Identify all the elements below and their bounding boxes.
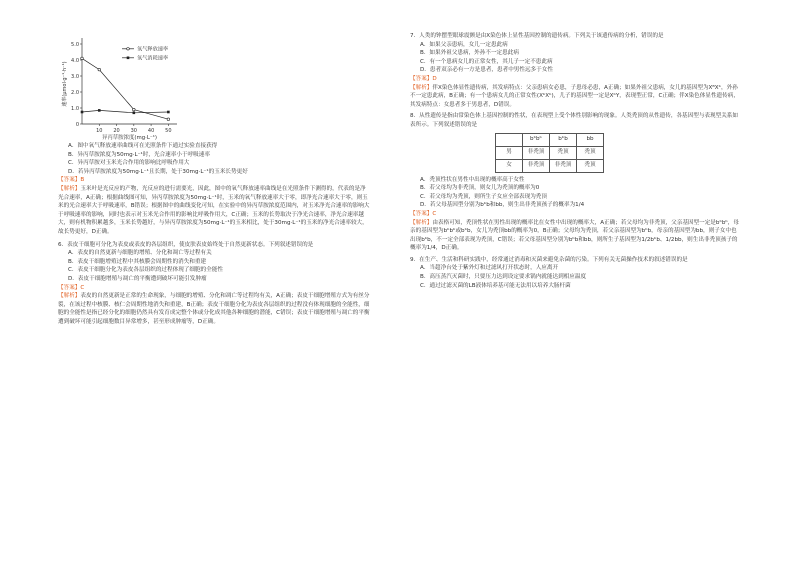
q7-stem: 7．人类的钟摆型眼球震颤是由X染色体上显性基因控制的遗传病。下列关于该遗传病的分析，错误的是 [410, 33, 664, 39]
data-point [98, 109, 101, 112]
table-row [496, 159, 604, 172]
table-cell: 男 [496, 146, 523, 159]
q5-explanation-text: 玉米叶是光反应的产物，光反应的进行需要光，因此，图中的氧气释放速率曲线是在光照条件下测得的，代表的是净光合速率，A正确；根据曲线图可知，异丙草胺浓度为50mg·L⁻¹时，玉米的氧气释放速率大于零，即净光合速率大于零，则玉米的光合速率大于呼吸速率，B错误；根据图中的曲线变化可知，在实验中的异丙草胺浓度范围内，对玉米净光合速率的影响大于呼吸速率的影响，同时也表示对玉米光合作用的影响比呼吸作用大，C正确；玉米的长势取决于净光合速率，净光合速率越大，则有机物积累越多，玉米长势越好，与异丙草胺浓度为50mg·L⁻¹的玉米相比，处于30mg·L⁻¹的玉米的净光合速率较大，故长势更好，D正确。 [58, 185, 370, 235]
table-cell: 秃顶 [550, 146, 577, 159]
q6-option: C．表皮干细胞分化为表皮各层组织的过程体现了细胞的全能性 [68, 267, 223, 274]
table-cell: 女 [496, 159, 523, 172]
table-cell: 非秃顶 [550, 159, 577, 172]
table-header-cell: bᵇb [550, 133, 577, 146]
table-cell: 非秃顶 [523, 159, 550, 172]
q6-explanation-tag: 【解析】 [58, 293, 81, 300]
x-tick-label: 50 [165, 128, 172, 134]
x-tick-label: 40 [147, 128, 155, 134]
genotype-table [495, 133, 604, 173]
q7-explanation [410, 84, 740, 110]
q8-explanation-text: 由表格可知，秃顶性状在男性出现的概率比在女性中出现的概率大，A正确；若父母均为非秃顶，父亲基因型一定是bᵇbᵇ，母亲的基因型为bᵇbᵇ或bᵇb，女儿为秃顶bb的概率为0，B正确；父母均为秃顶，若父亲基因型为bᵇb，母亲的基因型为bb，则子女中也出现bᵇb，不一定全部表现为秃顶，C错误；若父母基因型分别为bᵇb和bb，则所生子基因型为1/2bᵇb、1/2bb，则生出非秃顶孩子的概率为1/4，D正确。 [410, 219, 739, 252]
table-header-cell: bb [577, 133, 604, 146]
y-tick-label: 4.0 [71, 57, 79, 64]
line-chart [50, 36, 200, 178]
y-tick-label: 1.0 [71, 105, 79, 112]
series-line [82, 110, 168, 112]
q6-explanation [58, 292, 370, 326]
legend-marker [127, 57, 130, 60]
q8-option: A．秃顶性状在男性中出现的概率高于女性 [420, 176, 525, 183]
y-axis-label: 速率(μmol·g⁻¹·h⁻¹) [62, 61, 68, 107]
table-header-cell: bᵇbᵇ [523, 133, 550, 146]
y-tick-label: 5.0 [71, 41, 79, 48]
x-axis-label: 异丙草胺浓度(mg·L⁻¹) [102, 135, 157, 141]
q6-option: A．表皮的自然更新与细胞的增殖、分化和凋亡等过程有关 [68, 250, 212, 257]
data-point [167, 111, 170, 114]
y-tick-label: 2.0 [71, 89, 79, 96]
data-point [133, 108, 136, 111]
q9-option: A．当超净台处于紫外灯和过滤风打开状态时，人应离开 [420, 265, 559, 272]
q5-answer: 【答案】B [58, 177, 85, 184]
q8-explanation [410, 219, 740, 253]
q8-stem: 8．从性遗传是指由常染色体上基因控制的性状，在表现型上受个体性别影响的现象。人类秃顶的从性遗传，各基因型与表现型关系如表所示。下列叙述错误的是 [410, 113, 738, 128]
q5-option: C．异丙草胺对玉米光合作用的影响比呼吸作用大 [68, 160, 190, 167]
legend-marker [127, 48, 130, 51]
table-cell: 秃顶 [577, 159, 604, 172]
q8-option: D．若父母基因型分别为bᵇb和bb，则生出非秃顶孩子的概率为1/4 [420, 202, 585, 209]
q9-stem: 9．在生产、生活和科研实践中，经常通过消毒和灭菌来避免杂菌的污染。下列有关无菌操作技术的叙述错误的是 [410, 256, 688, 263]
series-line [82, 58, 168, 119]
q6-option: D．表皮干细胞增殖与凋亡的平衡遭到破坏可能引发肿瘤 [68, 275, 207, 282]
q5-option: B．异丙草胺浓度为50mg·L⁻¹时，光合速率小于呼吸速率 [68, 151, 210, 158]
q7-answer: 【答案】D [410, 75, 437, 82]
table-header-cell [496, 133, 523, 146]
q6-explanation-text: 表皮的自然更新是正常的生命现象，与细胞的增殖、分化和凋亡等过程均有关，A正确；表皮干细胞增殖方式为有丝分裂，在该过程中核膜、核仁会周期性地消失和重建，B正确；表皮干细胞分化为表皮各层组织的过程没有体现细胞的全能性，细胞的全能性是指已经分化的细胞仍然具有发育成完整个体或分化成其他各种细胞的潜能，C错误；表皮干细胞增殖与凋亡的平衡遭到破坏可能引起细胞数目异常增多，甚至形成肿瘤等，D正确。 [58, 293, 370, 325]
q6-answer: 【答案】C [58, 284, 85, 291]
q7-option: C．有一个患病女儿的正常女性，其儿子一定不患此病 [420, 58, 553, 65]
data-point [167, 118, 170, 121]
q8-answer: 【答案】C [410, 210, 437, 217]
y-tick-label: 0 [75, 121, 79, 128]
q5-option: D．若异丙草胺浓度为50mg·L⁻¹且长期，处于30mg·L⁻¹的玉米长势更好 [68, 168, 248, 175]
legend-label: 氧气消耗速率 [137, 55, 169, 62]
x-tick-label: 20 [113, 128, 120, 134]
left-column [58, 0, 370, 326]
q5-explanation-tag: 【解析】 [58, 185, 81, 192]
q7-option: B．如果外祖父患病，外孙不一定患此病 [420, 50, 519, 57]
q8-option: C．若父母均为秃顶，则所生子女应全部表现为秃顶 [420, 193, 547, 200]
table-cell: 秃顶 [577, 146, 604, 159]
table-header-row [496, 133, 604, 146]
q5-explanation [58, 185, 370, 237]
right-column [410, 32, 740, 290]
data-point [81, 57, 84, 60]
x-tick-label: 10 [96, 128, 103, 134]
q8-option: B．若父母均为非秃顶，则女儿为秃顶的概率为0 [420, 185, 540, 192]
chart-area [58, 0, 370, 142]
table-cell: 非秃顶 [523, 146, 550, 159]
q7-option: D．患者双亲必有一方是患者，患者中男性远多于女性 [420, 67, 553, 74]
q9-option: C．通过过滤灭菌的LB液体培养基可能无法用以培养大肠杆菌 [420, 282, 571, 289]
q6-option: B．表皮干细胞增殖过程中其核膜会周期性的消失和重建 [68, 258, 207, 265]
q5-option: A．图中氧气释放速率曲线可在光照条件下通过实验直接获得 [68, 143, 218, 149]
q7-option: A．如果父亲患病，女儿一定患此病 [420, 41, 508, 48]
legend-label: 氧气释放速率 [137, 46, 169, 53]
q7-explanation-tag: 【解析】 [410, 84, 433, 91]
q8-explanation-tag: 【解析】 [410, 219, 433, 226]
data-point [81, 111, 84, 114]
data-point [98, 68, 101, 71]
table-row [496, 146, 604, 159]
y-tick-label: 3.0 [71, 73, 79, 80]
q6-stem: 6．表皮干细胞可分化为表皮或表皮的各层组织，使皮肤表皮始终处于自然更新状态。下列叙述错误的是 [58, 241, 314, 248]
data-point [133, 112, 136, 115]
q7-explanation-text: 伴X染色体显性遗传病，其发病特点：父亲患病女必患，子患母必患，A正确；如果外祖父患病，女儿的基因型为XᴮXᵇ，外孙不一定患此病，B正确；有一个患病女儿的正常女性(XᵇXᵇ)，儿子的基因型一定是XᵇY，表现型正常，C正确；伴X染色体显性遗传病，其发病特点：女患者多于男患者，D错误。 [410, 84, 739, 108]
x-tick-label: 30 [130, 128, 138, 134]
q9-option: B．高压蒸汽灭菌时，只要压力达到设定要求锅内就能达到相应温度 [420, 274, 587, 281]
